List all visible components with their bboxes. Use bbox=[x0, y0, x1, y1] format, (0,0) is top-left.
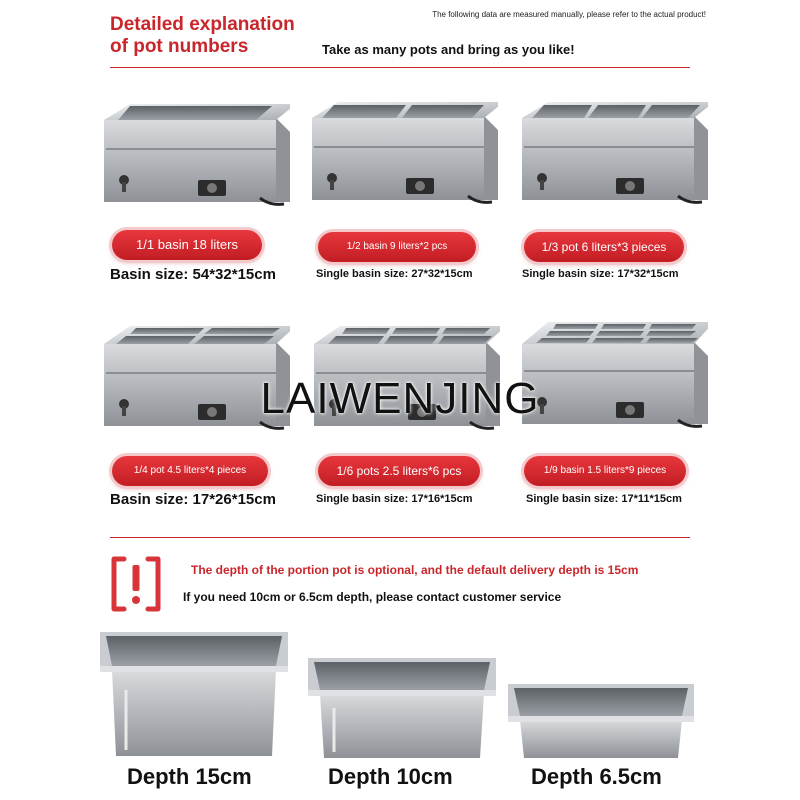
product-label-6: 1/9 basin 1.5 liters*9 pieces bbox=[524, 456, 686, 486]
depth-label-10cm: Depth 10cm bbox=[328, 764, 453, 789]
depth-label-15cm: Depth 15cm bbox=[127, 764, 252, 789]
basin-size-1: Basin size: 54*32*15cm bbox=[110, 266, 276, 283]
tagline: Take as many pots and bring as you like! bbox=[322, 42, 575, 57]
product-label-2: 1/2 basin 9 liters*2 pcs bbox=[318, 232, 476, 262]
header-divider bbox=[110, 67, 690, 68]
warning-bracket-icon bbox=[110, 555, 162, 613]
title-line-2: of pot numbers bbox=[110, 36, 249, 57]
product-label-3: 1/3 pot 6 liters*3 pieces bbox=[524, 232, 684, 262]
section-divider bbox=[110, 537, 690, 538]
basin-size-3: Single basin size: 17*32*15cm bbox=[522, 268, 679, 280]
page-title bbox=[110, 14, 295, 58]
pan-depth-15cm bbox=[96, 630, 292, 760]
basin-size-4: Basin size: 17*26*15cm bbox=[110, 491, 276, 508]
title-line-1: Detailed explanation bbox=[110, 14, 295, 35]
pan-depth-10cm bbox=[304, 656, 500, 762]
contact-note: If you need 10cm or 6.5cm depth, please contact customer service bbox=[183, 590, 562, 604]
warmer-1-2-pots bbox=[308, 96, 498, 208]
basin-size-5: Single basin size: 17*16*15cm bbox=[316, 493, 473, 505]
product-label-1: 1/1 basin 18 liters bbox=[112, 230, 262, 260]
basin-size-2: Single basin size: 27*32*15cm bbox=[316, 268, 473, 280]
product-label-4: 1/4 pot 4.5 liters*4 pieces bbox=[112, 456, 268, 486]
depth-label-6-5cm: Depth 6.5cm bbox=[531, 764, 662, 789]
watermark: LAIWENJING bbox=[260, 374, 540, 423]
product-label-5: 1/6 pots 2.5 liters*6 pcs bbox=[318, 456, 480, 486]
measurement-note: The following data are measured manually, please refer to the actual product! bbox=[432, 10, 706, 19]
basin-size-6: Single basin size: 17*11*15cm bbox=[526, 493, 682, 505]
depth-notice: The depth of the portion pot is optional, and the default delivery depth is 15cm bbox=[191, 563, 639, 577]
pan-depth-6-5cm bbox=[504, 682, 698, 762]
warmer-1-3-pots bbox=[518, 96, 708, 208]
warmer-1-1-pot bbox=[100, 98, 290, 210]
